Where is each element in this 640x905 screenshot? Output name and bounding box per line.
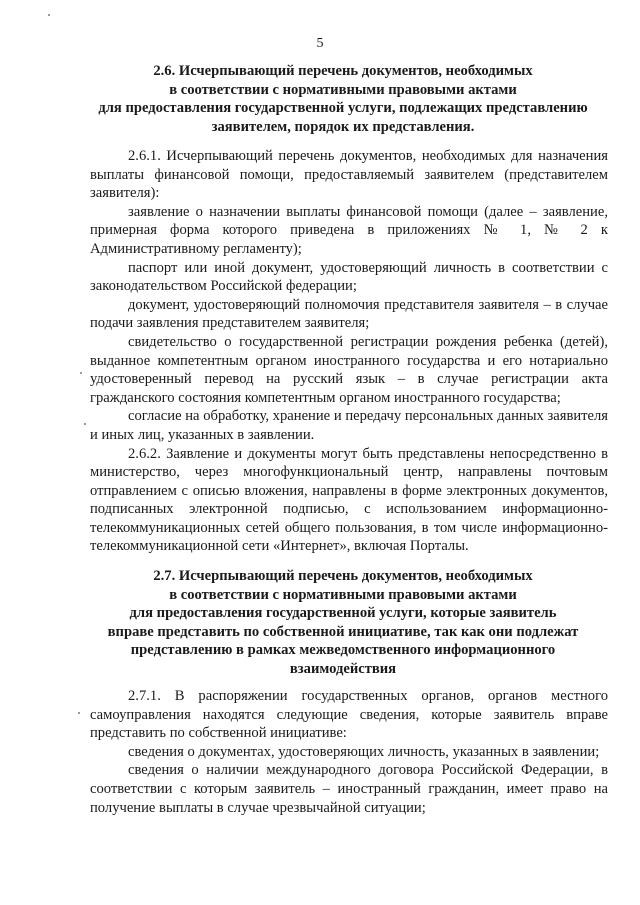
heading-line: в соответствии с нормативными правовыми актами [169, 586, 517, 603]
section-2-7-body [90, 687, 608, 817]
section-2-6-body [90, 147, 608, 556]
section-2-7-heading [78, 567, 608, 679]
scan-artifact [84, 423, 86, 425]
heading-line: для предоставления государственной услуги, которые заявитель [129, 605, 557, 622]
paragraph-2-6-1: 2.6.1. Исчерпывающий перечень документов, необходимых для назначения выплаты финансовой помощи, предоставляемый заявителем (представителем заявителя): [90, 148, 608, 202]
heading-line: в соответствии с нормативными правовыми актами [169, 81, 517, 98]
page-number: 5 [316, 36, 324, 51]
heading-line: взаимодействия [289, 660, 397, 677]
paragraph-identity-documents: сведения о документах, удостоверяющих личность, указанных в заявлении; [128, 743, 600, 760]
paragraph-consent: согласие на обработку, хранение и передачу персональных данных заявителя и иных лиц, указанных в заявлении. [90, 408, 608, 443]
section-2-6-heading [78, 62, 608, 136]
paragraph-passport: паспорт или иной документ, удостоверяющий личность в соответствии с законодательством Российской федерации; [90, 259, 608, 295]
heading-line: 2.6. Исчерпывающий перечень документов, необходимых [153, 63, 533, 79]
paragraph-international-treaty: сведения о наличии международного договора Российской Федерации, в соответствии с которым заявитель – иностранный гражданин, имеет право на получение выплаты в случае чрезвычайной ситуации; [90, 762, 608, 816]
paragraph-2-7-1: 2.7.1. В распоряжении государственных органов, органов местного самоуправления находятся следующие сведения, которые заявитель вправе представить по собственной инициативе: [90, 688, 608, 742]
paragraph-application: заявление о назначении выплаты финансовой помощи (далее – заявление, примерная форма которого приведена в приложениях № 1, № 2 к Административному регламенту); [90, 203, 608, 257]
heading-line: представлению в рамках межведомственного информационного [130, 642, 556, 659]
paragraph-2-6-2: 2.6.2. Заявление и документы могут быть представлены непосредственно в министерство, через многофункциональный центр, направлены почтовым отправлением с описью вложения, направлены в форме электронных документов, подписанных электронной подписью, с использованием информационно-телекоммуникационных сетей общего пользования, в том числе информационно-телекоммуникационной сети «Интернет», включая Порталы. [90, 445, 608, 555]
heading-line: вправе представить по собственной инициативе, так как они подлежат [107, 623, 579, 640]
heading-line: 2.7. Исчерпывающий перечень документов, необходимых [153, 568, 533, 584]
heading-line: для предоставления государственной услуги, подлежащих представлению [98, 100, 588, 117]
scan-artifact [80, 372, 82, 374]
paragraph-birth-certificate: свидетельство о государственной регистрации рождения ребенка (детей), выданное компетентным органом иностранного государства и его нотариально удостоверенный перевод на русский язык – в случае регистрации акта гражданского состояния компетентным органом иностранного государства; [90, 333, 608, 406]
heading-line: заявителем, порядок их представления. [211, 118, 475, 135]
scan-artifact [78, 712, 80, 714]
scan-artifact [48, 14, 50, 16]
paragraph-representative: документ, удостоверяющий полномочия представителя заявителя – в случае подачи заявления представителем заявителя; [90, 296, 608, 332]
